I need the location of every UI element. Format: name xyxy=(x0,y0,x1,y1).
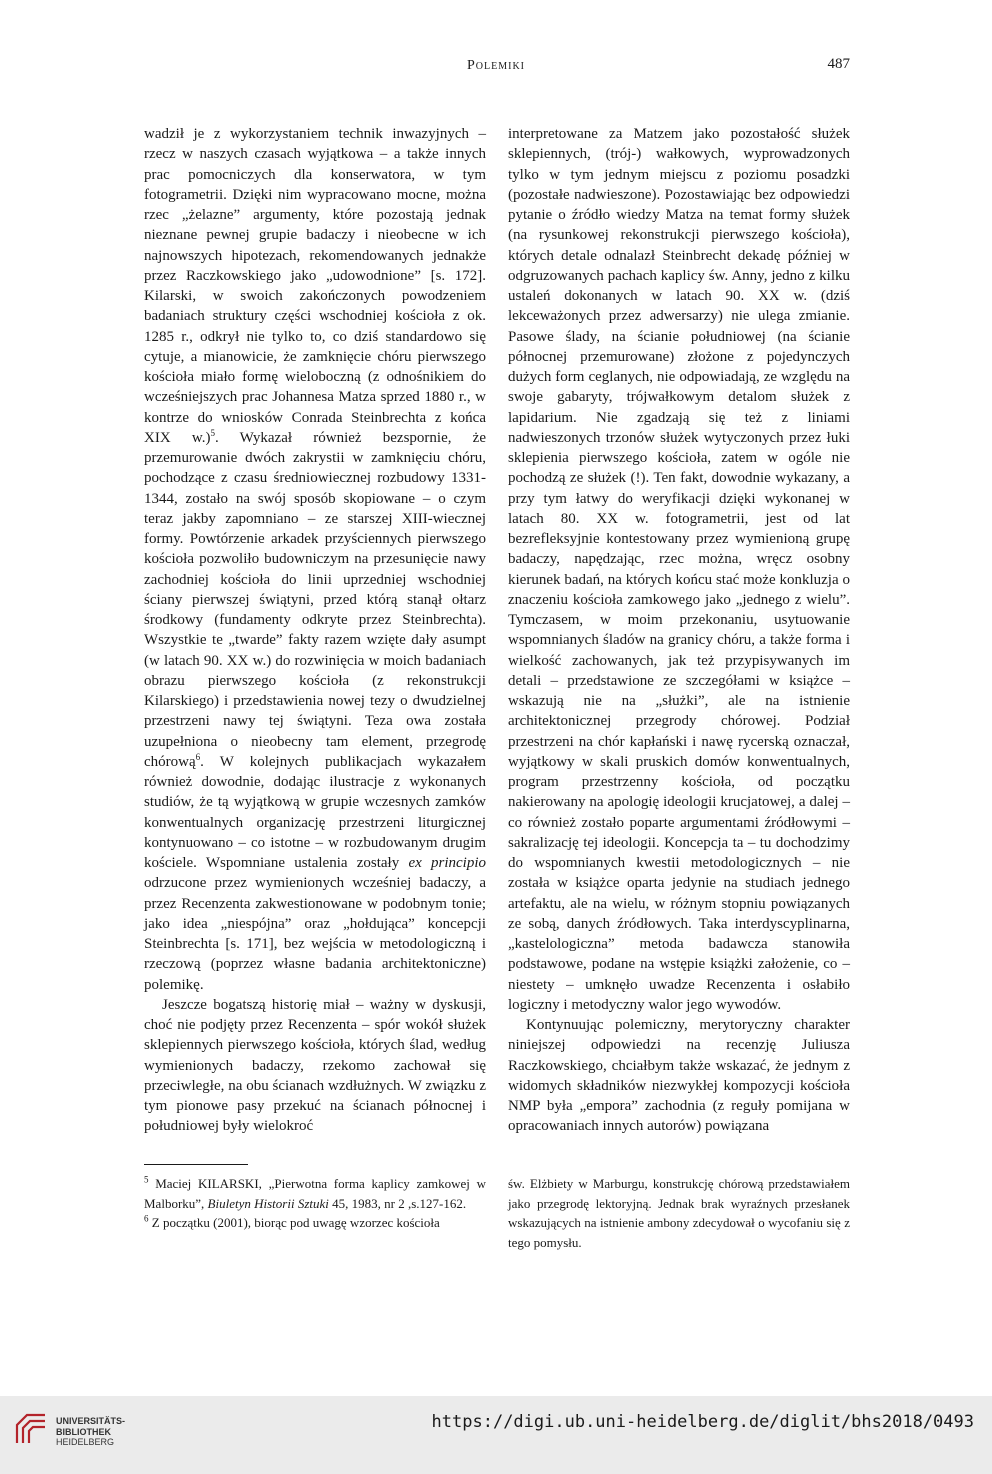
paragraph: Kontynuując polemiczny, merytoryczny charakter niniejszej odpowiedzi na recenzję Juliusza Raczkowskiego, chciałbym także wskazać, że jednym z widomych składników niezwykłej kompozycji kościoła NMP była „empora” zachodnia (z reguły pomijana w opracowaniach innych autorów) powiązana xyxy=(508,1017,850,1135)
footnote xyxy=(144,1174,486,1213)
text-run: . Wykazał również bezspornie, że przemurowanie dwóch zakrystii w zamknięciu chóru, pochodzące z czasu średniowiecznej rozbudowy 1331-1344, zostało na swój sposób skopiowane – o czym teraz jakby zapomniano – ze starszej XIII-wiecznej formy. Powtórzenie arkadek przyściennych pierwszego kościoła pozwoliło budowniczym na przesunięcie nawy zachodniej kościoła do linii uprzedniej wschodniej ściany pierwszej świątyni, przed którą stanął ołtarz środkowy (fundamenty odkryte przez Steinbrechta). Wszystkie te „twarde” fakty razem wzięte dały asumpt (w latach 90. XX w.) do rozwinięcia w moich badaniach obrazu pierwszego kościoła (z rekonstrukcji Kilarskiego) i przedstawienia nowej tezy o dwudzielnej przestrzeni nawy tej świątyni. Teza owa została uzupełniona o nieobecny tam element, przegrodę chórową xyxy=(144,429,486,770)
footer-bar xyxy=(0,1396,992,1474)
running-header-title: Polemiki xyxy=(467,58,525,73)
paragraph: interpretowane za Matzem jako pozostałość służek sklepiennych, (trój-) wałkowych, wyprowadzonych tylko w tym jednym miejscu z poziomu posadzki (pozostałe nadwieszone). Pozostawiając bez odpowiedzi pytanie o źródło wiedzy Matza na temat formy służek (na rysunkowej rekonstrukcji pierwszego kościoła), których detale odnalazł Steinbrecht dekadę później w odgruzowanych pachach kaplicy św. Anny, jedno z kilku ustaleń dokonanych w latach 90. XX w. (dziś lekceważonych przez adwersarzy) nie ulega zmianie. Pasowe ślady, na ścianie południowej (na ścianie północnej przemurowane) złożone z pojedynczych dużych form ceglanych, nie odpowiadają, ze względu na swoje gabaryty, trójwałkowym detalom służek z lapidarium. Nie zgadzają się też z liniami nadwieszonych trzonów służek wytyczonych przez łuki sklepienia pierwszego kościoła, zatem w ogóle nie pochodzą ze służek (!). Ten fakt, dowodnie wykazany, a przy tym łatwy do weryfikacji dzięki wykonanej w latach 80. XX w. fotogrametrii, jest od lat bezrefleksyjnie kontestowany przez wymienioną grupę badaczy, napędzając, rzec można, wręcz osobny kierunek badań, na których końcu stać może konkluzja o znaczeniu kościoła zamkowego jako „jednego z wielu”. Tymczasem, w moim przekonaniu, usytuowanie wspomnianych śladów na granicy chóru, a także forma i wielkość zachowanych, jak też przypisywanych im detali – przedstawione ze szczegółami w książce – wskazują nie na „służki”, ale na istnienie architektonicznej przegrody chórowej. Podział przestrzeni na chór kapłański i nawę rycerską oznaczał, wyjątkowy w skali pruskich domów konwentualnych, program przestrzenny kościoła, od początku nakierowany na apologię ideologii krucjatowej, a dalej – co również zostało poparte argumentami źródłowymi – sakralizację tej ideologii. Koncepcja ta – tu dochodzimy do wspomnianych kwestii metodologicznych – nie została w książce oparta jedynie na studiach jednego artefaktu, ale na wielu, w różnym stopniu powiązanych ze sobą, danych źródłowych. Taka interdyscyplinarna, „kastelologiczna” metoda badawcza stanowiła podstawowe, podane na wstępie książki założenie, co – niestety – umknęło uwadze Recenzenta i osłabiło logiczny i metodyczny walor jego wywodów. xyxy=(508,126,850,1013)
footnote-number: 6 xyxy=(144,1213,149,1224)
text-column-left xyxy=(144,124,486,1137)
footnote-ref: 6 xyxy=(195,751,201,762)
italic-phrase: ex principio xyxy=(408,855,486,871)
footnote-text: Z początku (2001), biorąc pod uwagę wzorzec kościoła xyxy=(148,1215,440,1230)
text-run: wadził je z wykorzystaniem technik inwazyjnych – rzecz w naszych czasach wyjątkowa – a także innych prac pomocniczych dla konserwatora, w tym fotogrametrii. Dzięki nim wypracowano mocne, można rzec „żelazne” argumenty, które pozostają jednak nieznane pewnej grupie badaczy i nieobecne w ich najnowszych hipotezach, rekomendowanych jednakże przez Raczkowskiego jako „udowodnione” [s. 172]. Kilarski, w swoich zakończonych powodzeniem badaniach struktury części wschodniej kościoła z ok. 1285 r., odkrył nie tylko to, co dziś standardowo się cytuje, a mianowicie, że zamknięcie chóru pierwszego kościoła miało formę wieloboczną (z odnośnikiem do wcześniejszych prac Johannesa Matza sprzed 1880 r., w kontrze do wniosków Conrada Steinbrechta z końca XIX w.) xyxy=(144,126,486,446)
document-url-link[interactable]: https://digi.ub.uni-heidelberg.de/diglit/bhs2018/0493 xyxy=(431,1412,974,1432)
footnote-text: 45, 1983, nr 2 ,s.127-162. xyxy=(328,1195,467,1211)
journal-title: Biuletyn Historii Sztuki xyxy=(207,1195,329,1211)
footnote xyxy=(144,1213,486,1233)
text-column-right xyxy=(508,124,850,1137)
logo-line: BIBLIOTHEK xyxy=(56,1426,111,1437)
footnote-continued: św. Elżbiety w Marburgu, konstrukcję chórową przedstawiałem jako przegrodę lektoryjną. Jednak brak wyraźnych przesłanek wskazujących na istnienie ambony zdecydował o wycofaniu się z tego pomysłu. xyxy=(508,1176,850,1250)
footnote-text: Maciej KILARSKI, „Pierwotna forma kaplicy zamkowej w Malborku”, xyxy=(144,1176,486,1211)
footnotes-right xyxy=(508,1174,850,1252)
paragraph: Jeszcze bogatszą historię miał – ważny w dyskusji, choć nie podjęty przez Recenzenta – spór wokół służek sklepiennych pierwszego kościoła, których ślad, według wymienionych badaczy, rzekomo zachował się przeciwległe, na obu ścianach wzdłużnych. W związku z tym pionowe pasy przekuć na ścianach północnej i południowej były wielokroć xyxy=(144,996,486,1135)
logo-line: UNIVERSITÄTS- xyxy=(56,1416,126,1426)
paragraph xyxy=(144,124,486,995)
footnotes-left xyxy=(144,1174,486,1233)
text-run: . W kolejnych publikacjach wykazałem również dowodnie, dodając ilustracje z wykonanych studiów, że tą wyjątkową w grupie wczesnych zamków konwentualnych organizację przestrzeni liturgicznej kontynuowano – co istotne – w rozbudowanym drugim kościele. Wspomniane ustalenia zostały xyxy=(144,753,486,871)
logo-line: HEIDELBERG xyxy=(56,1437,115,1447)
library-logo-icon xyxy=(14,1412,48,1446)
footnote-separator xyxy=(144,1164,248,1165)
footnote-ref: 5 xyxy=(210,427,215,438)
text-run: odrzucone przez wymienionych wcześniej badaczy, a przez Recenzenta zakwestionowane w podobnym tonie; jako idea „niespójna” oraz „hołdująca” koncepcji Steinbrechta [s. 171], bez wejścia w metodologiczną i rzeczową (poprzez własne badania architektoniczne) polemikę. xyxy=(144,875,486,993)
library-logo-text xyxy=(56,1416,125,1448)
footnote-number: 5 xyxy=(144,1174,149,1185)
page-number: 487 xyxy=(827,56,850,72)
